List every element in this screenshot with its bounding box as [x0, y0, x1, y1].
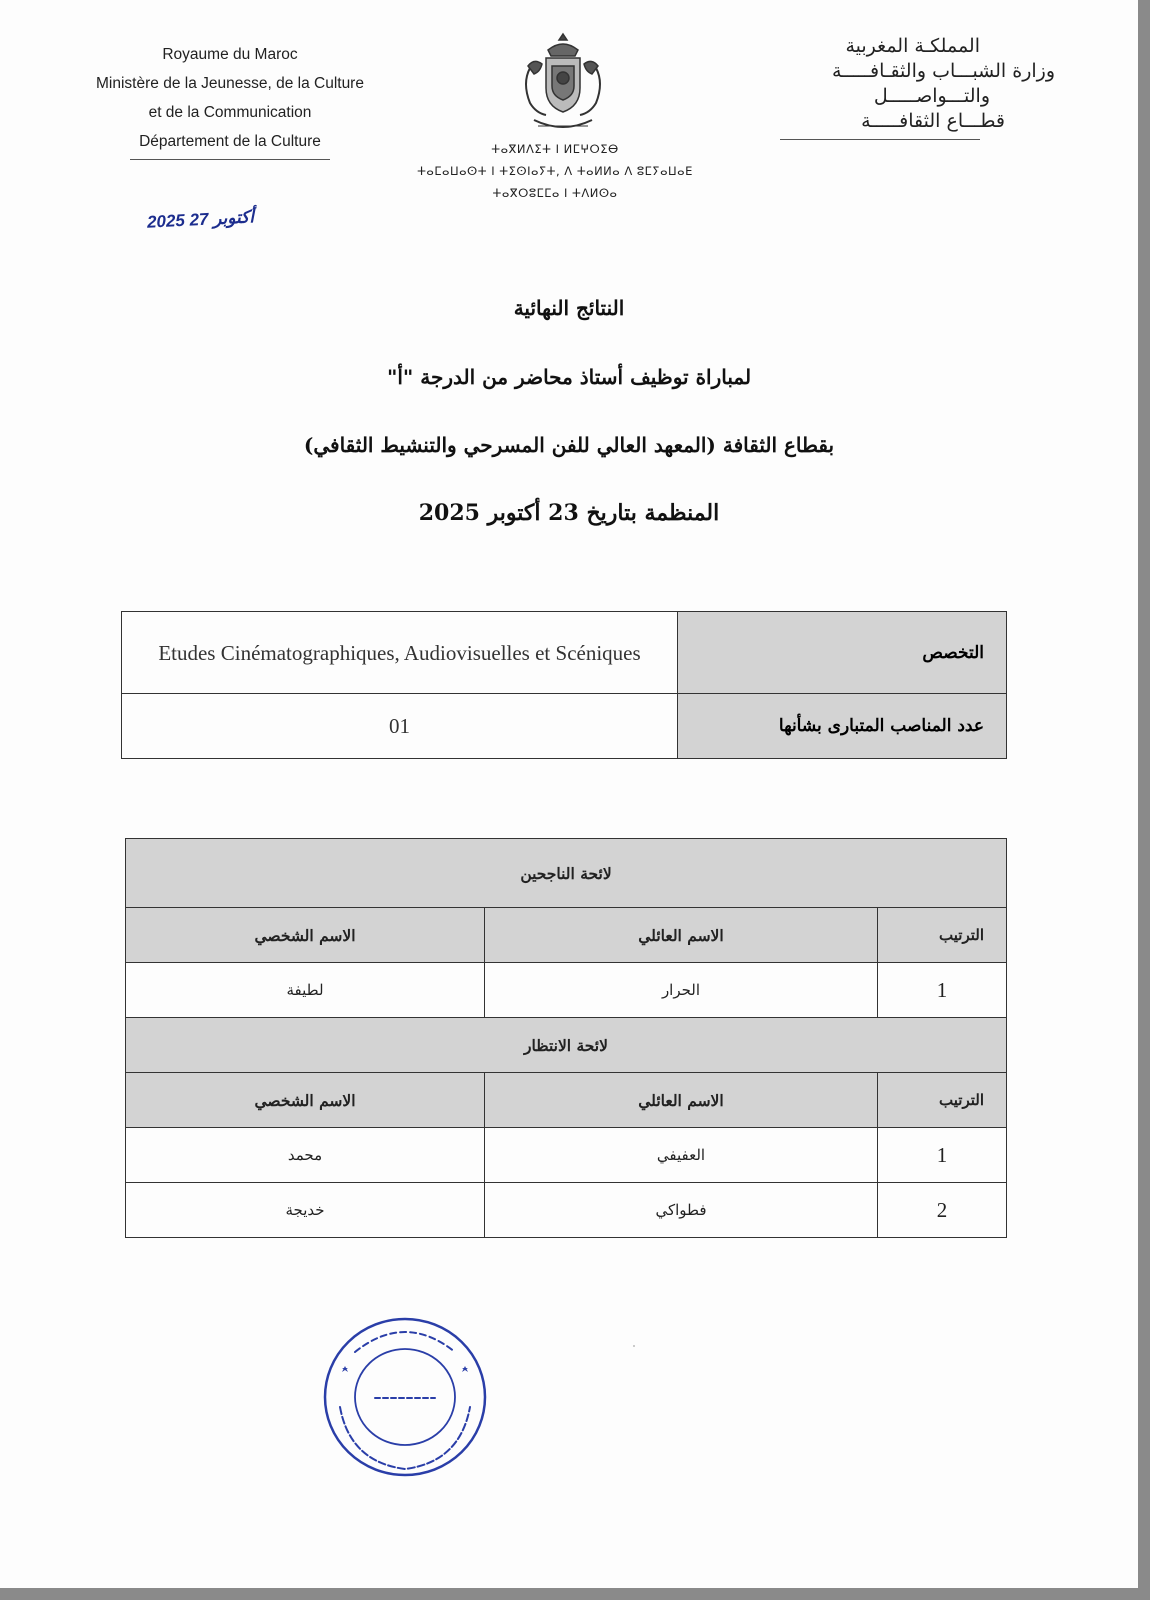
results-table	[125, 838, 1007, 1238]
passed-header-row	[126, 908, 1007, 963]
specialty-row	[122, 612, 1007, 694]
tifinagh-line-3: ⵜⴰⴳⵔⵓⵎⵎⴰ ⵏ ⵜⴷⵍⵙⴰ	[492, 186, 618, 200]
col-first-name: الاسم الشخصي	[126, 1073, 485, 1128]
official-seal-icon	[320, 1312, 490, 1482]
specialty-value: Etudes Cinématographiques, Audiovisuelles et Scéniques	[122, 612, 678, 694]
table-row	[126, 1183, 1007, 1238]
table-row	[126, 963, 1007, 1018]
specialty-label: التخصص	[678, 612, 1007, 694]
family-name-cell: الحرار	[485, 963, 878, 1018]
passed-list-title: لائحة الناجحين	[126, 839, 1007, 908]
col-rank: الترتيب	[878, 1073, 1007, 1128]
header-divider-ar	[780, 139, 980, 140]
posts-value: 01	[122, 694, 678, 759]
family-name-cell: فطواكي	[485, 1183, 878, 1238]
ministry-ar: وزارة الشبـــاب والثقـافـــــة	[831, 60, 1055, 82]
kingdom-ar: المملكـة المغربية	[845, 35, 980, 57]
col-family-name: الاسم العائلي	[485, 1073, 878, 1128]
waitlist-title: لائحة الانتظار	[126, 1018, 1007, 1073]
posts-label: عدد المناصب المتبارى بشأنها	[678, 694, 1007, 759]
passed-title-row	[126, 839, 1007, 908]
scan-speck	[633, 1345, 635, 1347]
tifinagh-header	[405, 138, 705, 204]
specialty-table	[121, 611, 1007, 759]
col-first-name: الاسم الشخصي	[126, 908, 485, 963]
rank-cell: 1	[878, 1128, 1007, 1183]
waitlist-title-row	[126, 1018, 1007, 1073]
date-stamp: 2025 أكتوبر 27	[146, 207, 255, 232]
tifinagh-line-2: ⵜⴰⵎⴰⵡⴰⵙⵜ ⵏ ⵜⵉⵙⵏⴰⵢⵜ, ⴷ ⵜⴰⵍⵍⴰ ⴷ ⵓⵎⵢⴰⵡⴰⴹ	[417, 164, 693, 178]
title-date: المنظمة بتاريخ 23 أكتوبر 2025	[418, 500, 720, 526]
title-competition: لمباراة توظيف أستاذ محاضر من الدرجة "أ"	[386, 365, 752, 389]
col-rank: الترتيب	[878, 908, 1007, 963]
ministry-fr-cont: et de la Communication	[148, 104, 312, 121]
family-name-cell: العفيفي	[485, 1128, 878, 1183]
waitlist-header-row	[126, 1073, 1007, 1128]
title-final-results: النتائج النهائية	[513, 296, 625, 320]
department-ar: قطـــاع الثقافـــــة	[861, 110, 1005, 132]
royal-coat-of-arms-icon	[508, 28, 618, 138]
first-name-cell: لطيفة	[126, 963, 485, 1018]
ministry-ar-cont: والتـــواصـــــل	[873, 85, 990, 107]
ministry-fr: Ministère de la Jeunesse, de la Culture	[96, 75, 364, 92]
posts-row	[122, 694, 1007, 759]
col-family-name: الاسم العائلي	[485, 908, 878, 963]
arabic-header	[755, 34, 1055, 140]
header-divider	[130, 159, 330, 160]
table-row	[126, 1128, 1007, 1183]
tifinagh-line-1: ⵜⴰⴳⵍⴷⵉⵜ ⵏ ⵍⵎⵖⵔⵉⴱ	[491, 142, 619, 156]
kingdom-fr: Royaume du Maroc	[162, 46, 298, 63]
title-institute: بقطاع الثقافة (المعهد العالي للفن المسرحي والتنشيط الثقافي)	[303, 433, 835, 457]
french-header	[70, 40, 390, 160]
first-name-cell: محمد	[126, 1128, 485, 1183]
first-name-cell: خديجة	[126, 1183, 485, 1238]
rank-cell: 1	[878, 963, 1007, 1018]
rank-cell: 2	[878, 1183, 1007, 1238]
department-fr: Département de la Culture	[139, 133, 321, 150]
